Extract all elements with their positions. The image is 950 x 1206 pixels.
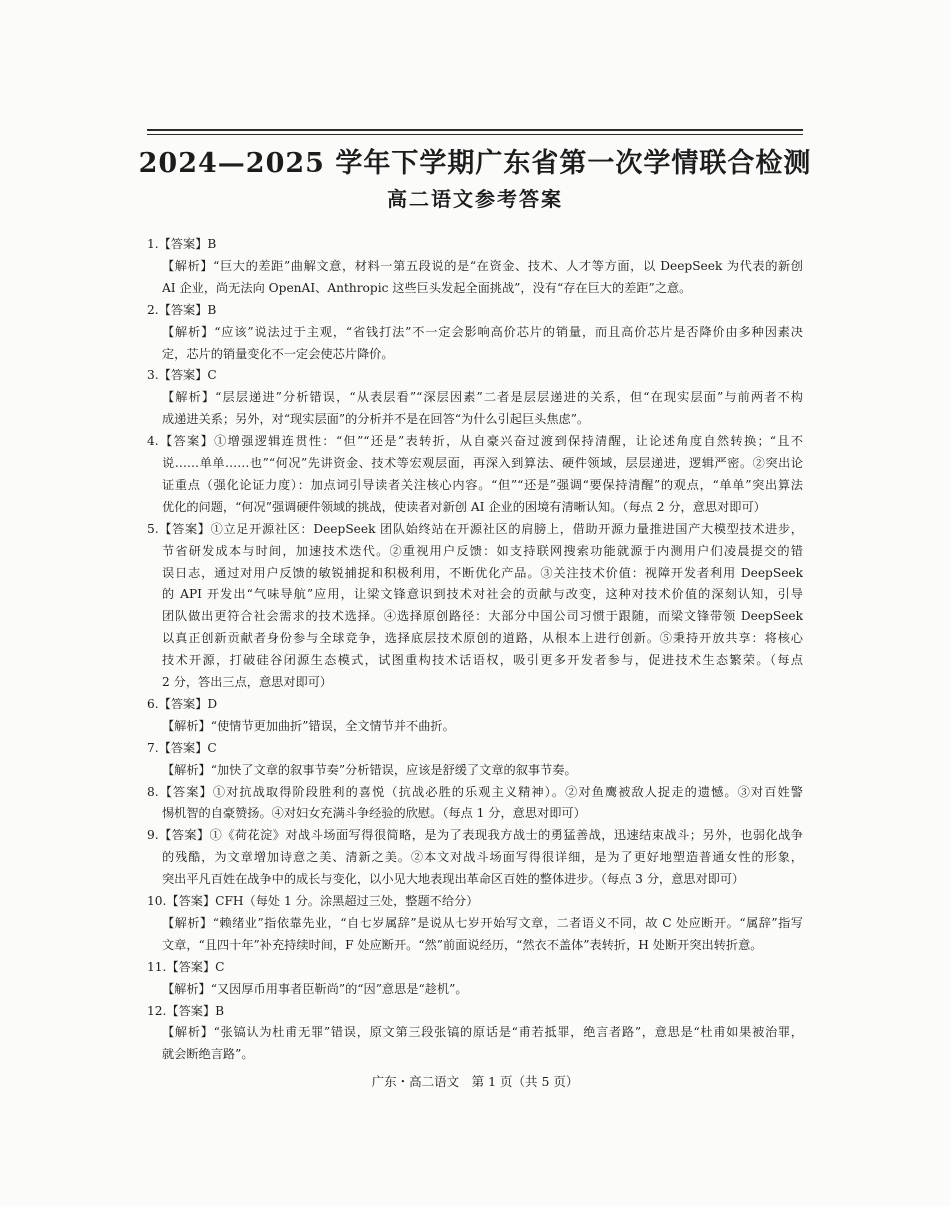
answer-line: 8.【答案】①对抗战取得阶段胜利的喜悦（抗战必胜的乐观主义精神）。②对鱼鹰被敌人捉走的遗憾。③对百姓警 <box>147 784 803 799</box>
answer-detail-line: 节省研发成本与时间，加速技术迭代。②重视用户反馈：如支持联网搜索功能就源于内测用户们凌晨提交的错 <box>162 543 803 558</box>
answer-line: 6.【答案】D <box>147 696 218 711</box>
document-subtitle: 高二语文参考答案 <box>387 187 563 211</box>
answer-detail-line: 说……单单……也”“何况”先讲资金、技术等宏观层面，再深入到算法、硬件领域，层层递进，逻辑严密。②突出论 <box>162 456 803 470</box>
answer-line: 10.【答案】CFH（每处 1 分。涂黑超过三处，整题不给分） <box>147 894 479 908</box>
answer-line: 4.【答案】①增强逻辑连贯性：“但”“还是”表转折，从自豪兴奋过渡到保持清醒，让论述角度自然转换；“且不 <box>147 434 803 449</box>
answer-line: 12.【答案】B <box>147 1003 225 1018</box>
page-footer: 广东・高二语文 第 1 页（共 5 页） <box>371 1074 579 1089</box>
answer-detail-line: 技术开源，打破硅谷闭源生态模式，试图重构技术话语权，吸引更多开发者参与，促进技术生态繁荣。（每点 <box>162 653 803 668</box>
answer-line: 7.【答案】C <box>147 740 217 755</box>
answer-detail-line: 证重点（强化论证力度）：加点词引导读者关注核心内容。“但”“还是”强调“要保持清醒”的观点，“单单”突出算法 <box>162 477 803 492</box>
answer-detail-line: 成递进关系；另外，对“现实层面”的分析并不是在回答“为什么引起巨头焦虑”。 <box>162 412 590 427</box>
answer-detail-line: 误日志，通过对用户反馈的敏锐捕捉和积极利用，不断优化产品。③关注技术价值：视障开发者利用 DeepSeek <box>162 565 803 580</box>
answer-detail-line: 【解析】“张镐认为杜甫无罪”错误，原文第三段张镐的原话是“甫若抵罪，绝言者路”，意思是“杜甫如果被治罪， <box>162 1025 803 1040</box>
header-rule-thick <box>147 129 803 131</box>
answer-detail-line: 文章，“且四十年”补充持续时间，F 处应断开。“然”前面说经历，“然衣不盖体”表转折，H 处断开突出转折意。 <box>162 937 763 952</box>
answer-line: 2.【答案】B <box>147 302 217 317</box>
answer-detail-line: 的残酷，为文章增加诗意之美、清新之美。②本文对战斗场面写得很详细，是为了更好地塑造普通女性的形象， <box>162 850 803 865</box>
document-title: 2024—2025 学年下学期广东省第一次学情联合检测 <box>138 148 812 179</box>
answer-line: 1.【答案】B <box>147 237 217 251</box>
answer-detail-line: 【解析】“又因厚币用事者臣靳尚”的“因”意思是“趁机”。 <box>162 981 468 996</box>
answer-detail-line: 团队做出更符合社会需求的技术选择。④选择原创路径：大部分中国公司习惯于跟随，而梁文锋带领 DeepSeek <box>162 609 803 624</box>
answer-detail-line: 优化的问题，“何况”强调硬件领域的挑战，使读者对新创 AI 企业的困境有清晰认知。（每点 2 分，意思对即可） <box>162 499 766 514</box>
answer-detail-line: 定，芯片的销量变化不一定会使芯片降价。 <box>162 346 394 361</box>
header-rule-thin <box>147 134 803 135</box>
answer-detail-line: 【解析】“赖绪业”指依靠先业，“自七岁属辞”是说从七岁开始写文章，二者语义不同，故 C 处应断开。“属辞”指写 <box>162 915 803 930</box>
answer-detail-line: 【解析】“使情节更加曲折”错误，全文情节并不曲折。 <box>162 718 455 733</box>
answer-detail-line: 【解析】“层层递进”分析错误，“从表层看”“深层因素”二者是层层递进的关系，但“在现实层面”与前两者不构 <box>162 390 803 405</box>
answer-line: 5.【答案】①立足开源社区：DeepSeek 团队始终站在开源社区的肩膀上，借助开源力量推进国产大模型技术进步， <box>147 521 803 536</box>
answer-detail-line: AI 企业，尚无法向 OpenAI、Anthropic 这些巨头发起全面挑战”，没有“存在巨大的差距”之意。 <box>162 280 692 295</box>
answer-detail-line: 的 API 开发出“气味导航”应用，让梁文锋意识到技术对社会的贡献与改变，这种对技术价值的深刻认知，引导 <box>162 587 803 602</box>
answer-detail-line: 【解析】“巨大的差距”曲解文意，材料一第五段说的是“在资金、技术、人才等方面，以 DeepSeek 为代表的新创 <box>162 258 803 273</box>
answer-detail-line: 【解析】“应该”说法过于主观，“省钱打法”不一定会影响高价芯片的销量，而且高价芯片是否降价由多种因素决 <box>162 324 803 339</box>
answer-line: 11.【答案】C <box>147 959 225 974</box>
answer-line: 9.【答案】①《荷花淀》对战斗场面写得很简略，是为了表现我方战士的勇猛善战，迅速结束战斗；另外，也弱化战争 <box>147 828 803 843</box>
answer-detail-line: 2 分，答出三点，意思对即可） <box>162 675 333 689</box>
answer-detail-line: 突出平凡百姓在战争中的成长与变化，以小见大地表现出革命区百姓的整体进步。（每点 3 分，意思对即可） <box>162 872 745 887</box>
answer-line: 3.【答案】C <box>147 368 217 383</box>
answer-detail-line: 以真正创新贡献者身份参与全球竞争，选择底层技术原创的道路，从根本上进行创新。⑤秉持开放共享：将核心 <box>162 631 803 646</box>
answer-detail-line: 惕机智的自豪赞扬。④对妇女充满斗争经验的欣慰。（每点 1 分，意思对即可） <box>162 806 586 821</box>
answer-detail-line: 【解析】“加快了文章的叙事节奏”分析错误，应该是舒缓了文章的叙事节奏。 <box>162 762 577 777</box>
answer-detail-line: 就会断绝言路”。 <box>162 1047 254 1062</box>
